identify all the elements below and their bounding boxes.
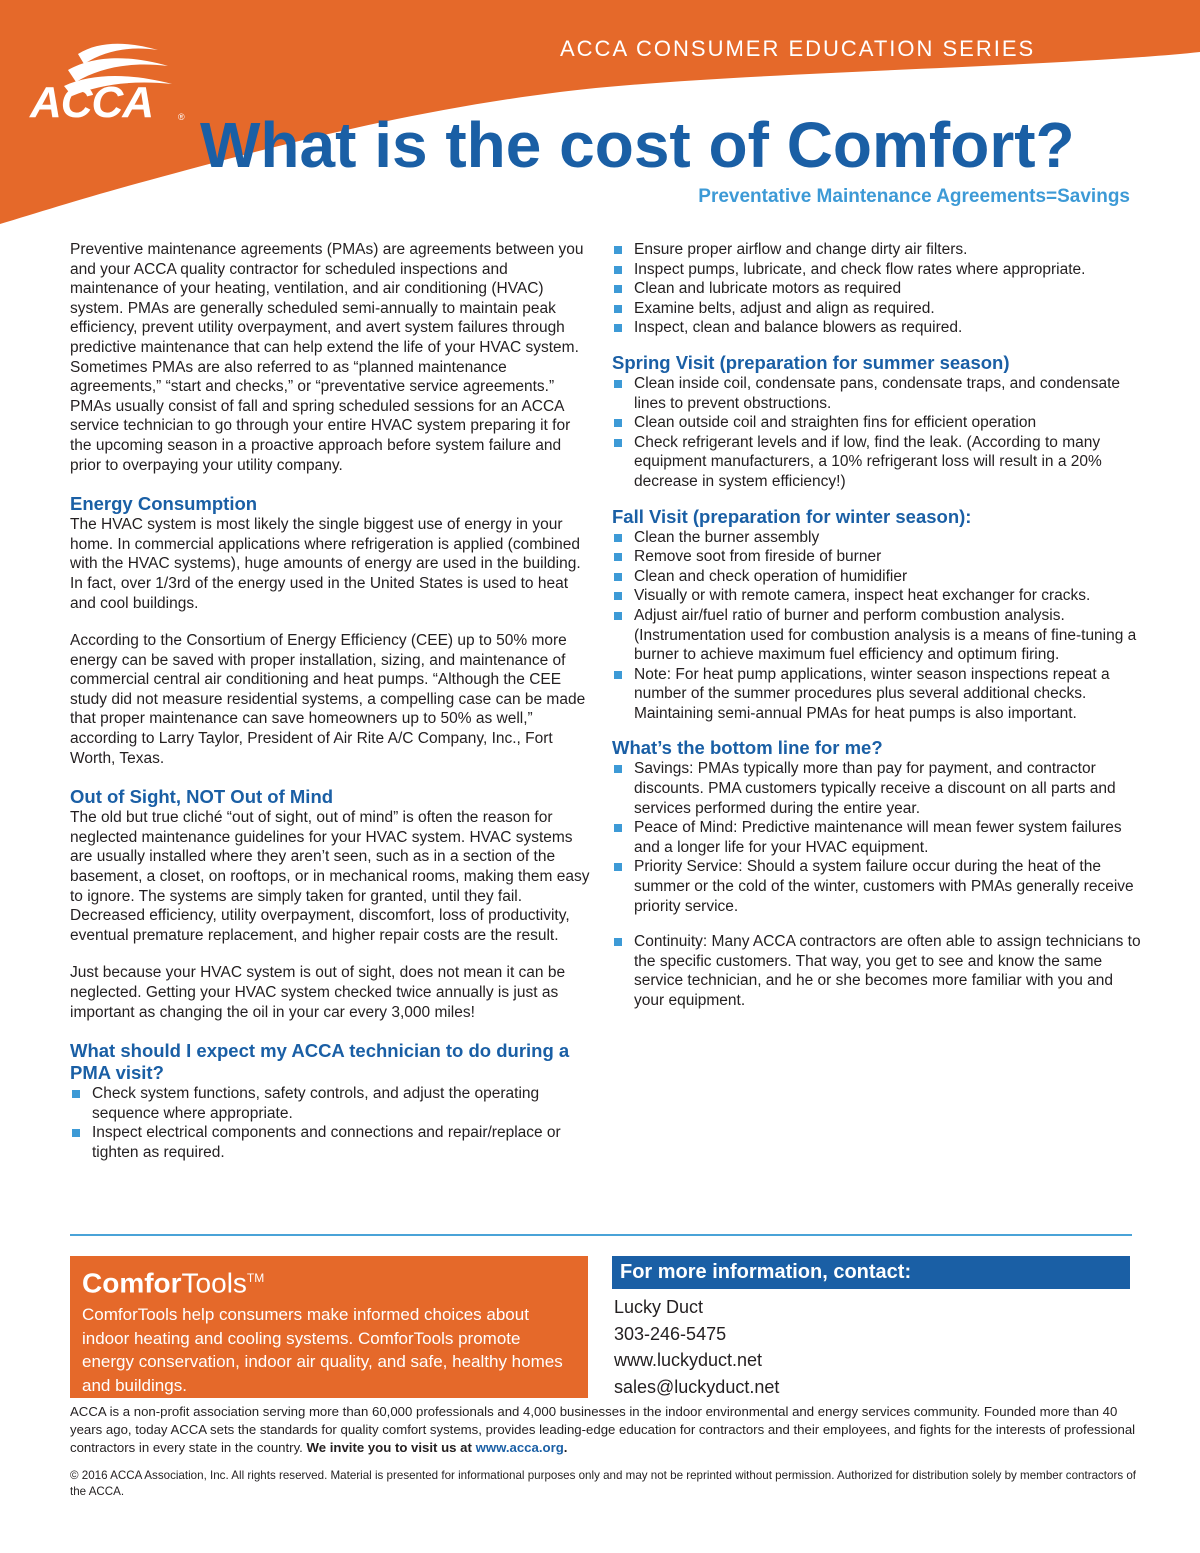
comfortools-title-light: Tools (181, 1267, 247, 1299)
comfortools-box (70, 1256, 588, 1398)
list-item: Check system functions, safety controls, and adjust the operating sequence where appropriate. (70, 1084, 590, 1123)
acca-website-link[interactable]: www.acca.org (475, 1440, 564, 1455)
expect-heading: What should I expect my ACCA technician to do during a PMA visit? (70, 1040, 570, 1084)
sight-paragraph-1: The old but true cliché “out of sight, out of mind” is often the reason for neglected maintenance guidelines for your HVAC system. HVAC systems are usually installed where they aren’t seen, such as in a section of the basement, a closet, on rooftops, or in mechanical rooms, making them easy to ignore. The systems are simply taken for granted, until they fail. Decreased efficiency, utility overpayment, discomfort, loss of productivity, eventual premature replacement, and higher repair costs are the result. (70, 809, 590, 944)
invite-text: We invite you to visit us at (306, 1440, 472, 1455)
contact-name: Lucky Duct (614, 1297, 704, 1317)
left-column (70, 240, 590, 1177)
intro-paragraph: Preventive maintenance agreements (PMAs) are agreements between you and your ACCA quality contractor for scheduled inspections and maintenance of your heating, ventilation, and air conditioning (HVAC) system. PMAs are generally scheduled semi-annually to maintain peak efficiency, prevent utility overpayment, and avert system failures through predictive maintenance that can help extend the life of your HVAC system. Sometimes PMAs are also referred to as “planned maintenance agreements,” “start and checks,” or “preventative service agreements.” PMAs usually consist of fall and spring scheduled sessions for an ACCA service technician to go through your entire HVAC system preparing it for the upcoming season in a proactive approach before system failure and prior to overpaying your utility company. (70, 241, 584, 474)
list-item: Priority Service: Should a system failure occur during the heat of the summer or the cold of the winter, customers with PMAs generally receive priority service. (612, 857, 1142, 916)
series-title: ACCA CONSUMER EDUCATION SERIES (560, 36, 1036, 61)
list-item: Adjust air/fuel ratio of burner and perform combustion analysis. (Instrumentation used for combustion analysis is a means of fine-tuning a burner to achieve maximum fuel efficiency and optimum firing. (612, 606, 1142, 665)
list-item: Peace of Mind: Predictive maintenance will mean fewer system failures and a longer life for your HVAC equipment. (612, 818, 1142, 857)
spring-heading: Spring Visit (preparation for summer season) (612, 351, 1010, 373)
list-item: Remove soot from fireside of burner (612, 547, 1142, 567)
list-item: Clean and check operation of humidifier (612, 567, 1142, 587)
about-acca: ACCA is a non-profit association serving more than 60,000 professionals and 4,000 businesses in the indoor environmental and energy services community. Founded more than 40 years ago, today ACCA sets the standards for quality comfort systems, provides leading-edge education for contractors and their employees, and fights for the interests of professional contractors in every state in the country. We invite you to visit us at www.acca.org. (70, 1404, 1136, 1455)
list-item: Inspect electrical components and connections and repair/replace or tighten as required. (70, 1123, 590, 1162)
energy-heading: Energy Consumption (70, 493, 258, 515)
bottom-line-list (612, 759, 1142, 916)
list-item: Ensure proper airflow and change dirty air filters. (612, 240, 1142, 260)
fall-heading: Fall Visit (preparation for winter season): (612, 505, 972, 527)
bottom-line-heading: What’s the bottom line for me? (612, 737, 883, 759)
continuity-list (612, 932, 1142, 1010)
expect-list (70, 1084, 590, 1162)
sight-heading: Out of Sight, NOT Out of Mind (70, 786, 334, 808)
list-item: Note: For heat pump applications, winter season inspections repeat a number of the summer procedures plus several additional checks. Maintaining semi-annual PMAs for heat pumps is also important. (612, 665, 1142, 724)
energy-paragraph-2: According to the Consortium of Energy Efficiency (CEE) up to 50% more energy can be saved with proper installation, sizing, and maintenance of commercial central air conditioning and heat pumps. “Although the CEE study did not measure residential systems, a compelling case can be made that proper maintenance can save homeowners up to 50% as well,” according to Larry Taylor, President of Air Rite A/C Company, Inc., Fort Worth, Texas. (70, 632, 586, 767)
energy-paragraph-1: The HVAC system is most likely the single biggest use of energy in your home. In commercial applications where refrigeration is applied (combined with the HVAC systems), huge amounts of energy are used in the building. In fact, over 1/3rd of the energy used in the United States is used to heat and cool buildings. (70, 516, 581, 612)
copyright-notice: © 2016 ACCA Association, Inc. All rights reserved. Material is presented for informational purposes only and may not be reprinted without permission. Authorized for distribution solely by member contractors of the ACCA. (70, 1469, 1137, 1498)
contact-details (614, 1294, 779, 1400)
list-item: Clean the burner assembly (612, 528, 1142, 548)
list-item: Clean outside coil and straighten fins for efficient operation (612, 413, 1142, 433)
page-subtitle: Preventative Maintenance Agreements=Savings (698, 186, 1130, 207)
list-item: Inspect pumps, lubricate, and check flow rates where appropriate. (612, 260, 1142, 280)
list-item: Clean and lubricate motors as required (612, 279, 1142, 299)
page-title: What is the cost of Comfort? (200, 109, 1075, 181)
list-item: Clean inside coil, condensate pans, condensate traps, and condensate lines to prevent obstructions. (612, 374, 1142, 413)
fall-list (612, 528, 1142, 724)
contact-heading: For more information, contact: (612, 1256, 1130, 1289)
about-text: ACCA is a non-profit association serving more than 60,000 professionals and 4,000 businesses in the indoor environmental and energy services community. Founded more than 40 years ago, today ACCA sets the standards for quality comfort systems, provides leading-edge education for contractors and their employees, and fights for the interests of professional contractors in every state in the country. (70, 1404, 1136, 1455)
contact-email-link[interactable]: sales@luckyduct.net (614, 1376, 780, 1397)
contact-phone[interactable]: 303-246-5475 (614, 1323, 727, 1344)
comfortools-title-bold: Comfor (82, 1267, 182, 1299)
comfortools-title (82, 1262, 576, 1299)
spring-list (612, 374, 1142, 492)
acca-logo-text: ACCA (30, 78, 154, 127)
comfortools-text: ComforTools help consumers make informed choices about indoor heating and cooling systems. ComforTools promote energy conservation, indoor air quality, and safe, healthy homes and buildings. (82, 1305, 563, 1395)
list-item: Inspect, clean and balance blowers as required. (612, 318, 1142, 338)
registered-mark: ® (178, 112, 185, 122)
contact-website-link[interactable]: www.luckyduct.net (614, 1350, 763, 1370)
list-item: Check refrigerant levels and if low, find the leak. (According to many equipment manufacturers, a 10% refrigerant loss will result in a 20% decrease in system efficiency!) (612, 433, 1142, 492)
spacer (612, 916, 1142, 932)
list-item: Examine belts, adjust and align as required. (612, 299, 1142, 319)
sight-paragraph-2: Just because your HVAC system is out of sight, does not mean it can be neglected. Getting your HVAC system checked twice annually is just as important as changing the oil in your car every 3,000 miles! (70, 964, 566, 1021)
list-item: Continuity: Many ACCA contractors are often able to assign technicians to the specific customers. That way, you get to see and know the same service technician, and he or she becomes more familiar with you and your equipment. (612, 932, 1142, 1010)
right-column (612, 240, 1142, 1025)
section-divider (70, 1234, 1132, 1236)
trademark-mark: TM (246, 1271, 265, 1285)
list-item: Visually or with remote camera, inspect heat exchanger for cracks. (612, 586, 1142, 606)
technician-tasks-list (612, 240, 1142, 338)
list-item: Savings: PMAs typically more than pay for payment, and contractor discounts. PMA customers typically receive a discount on all parts and services performed during the entire year. (612, 759, 1142, 818)
